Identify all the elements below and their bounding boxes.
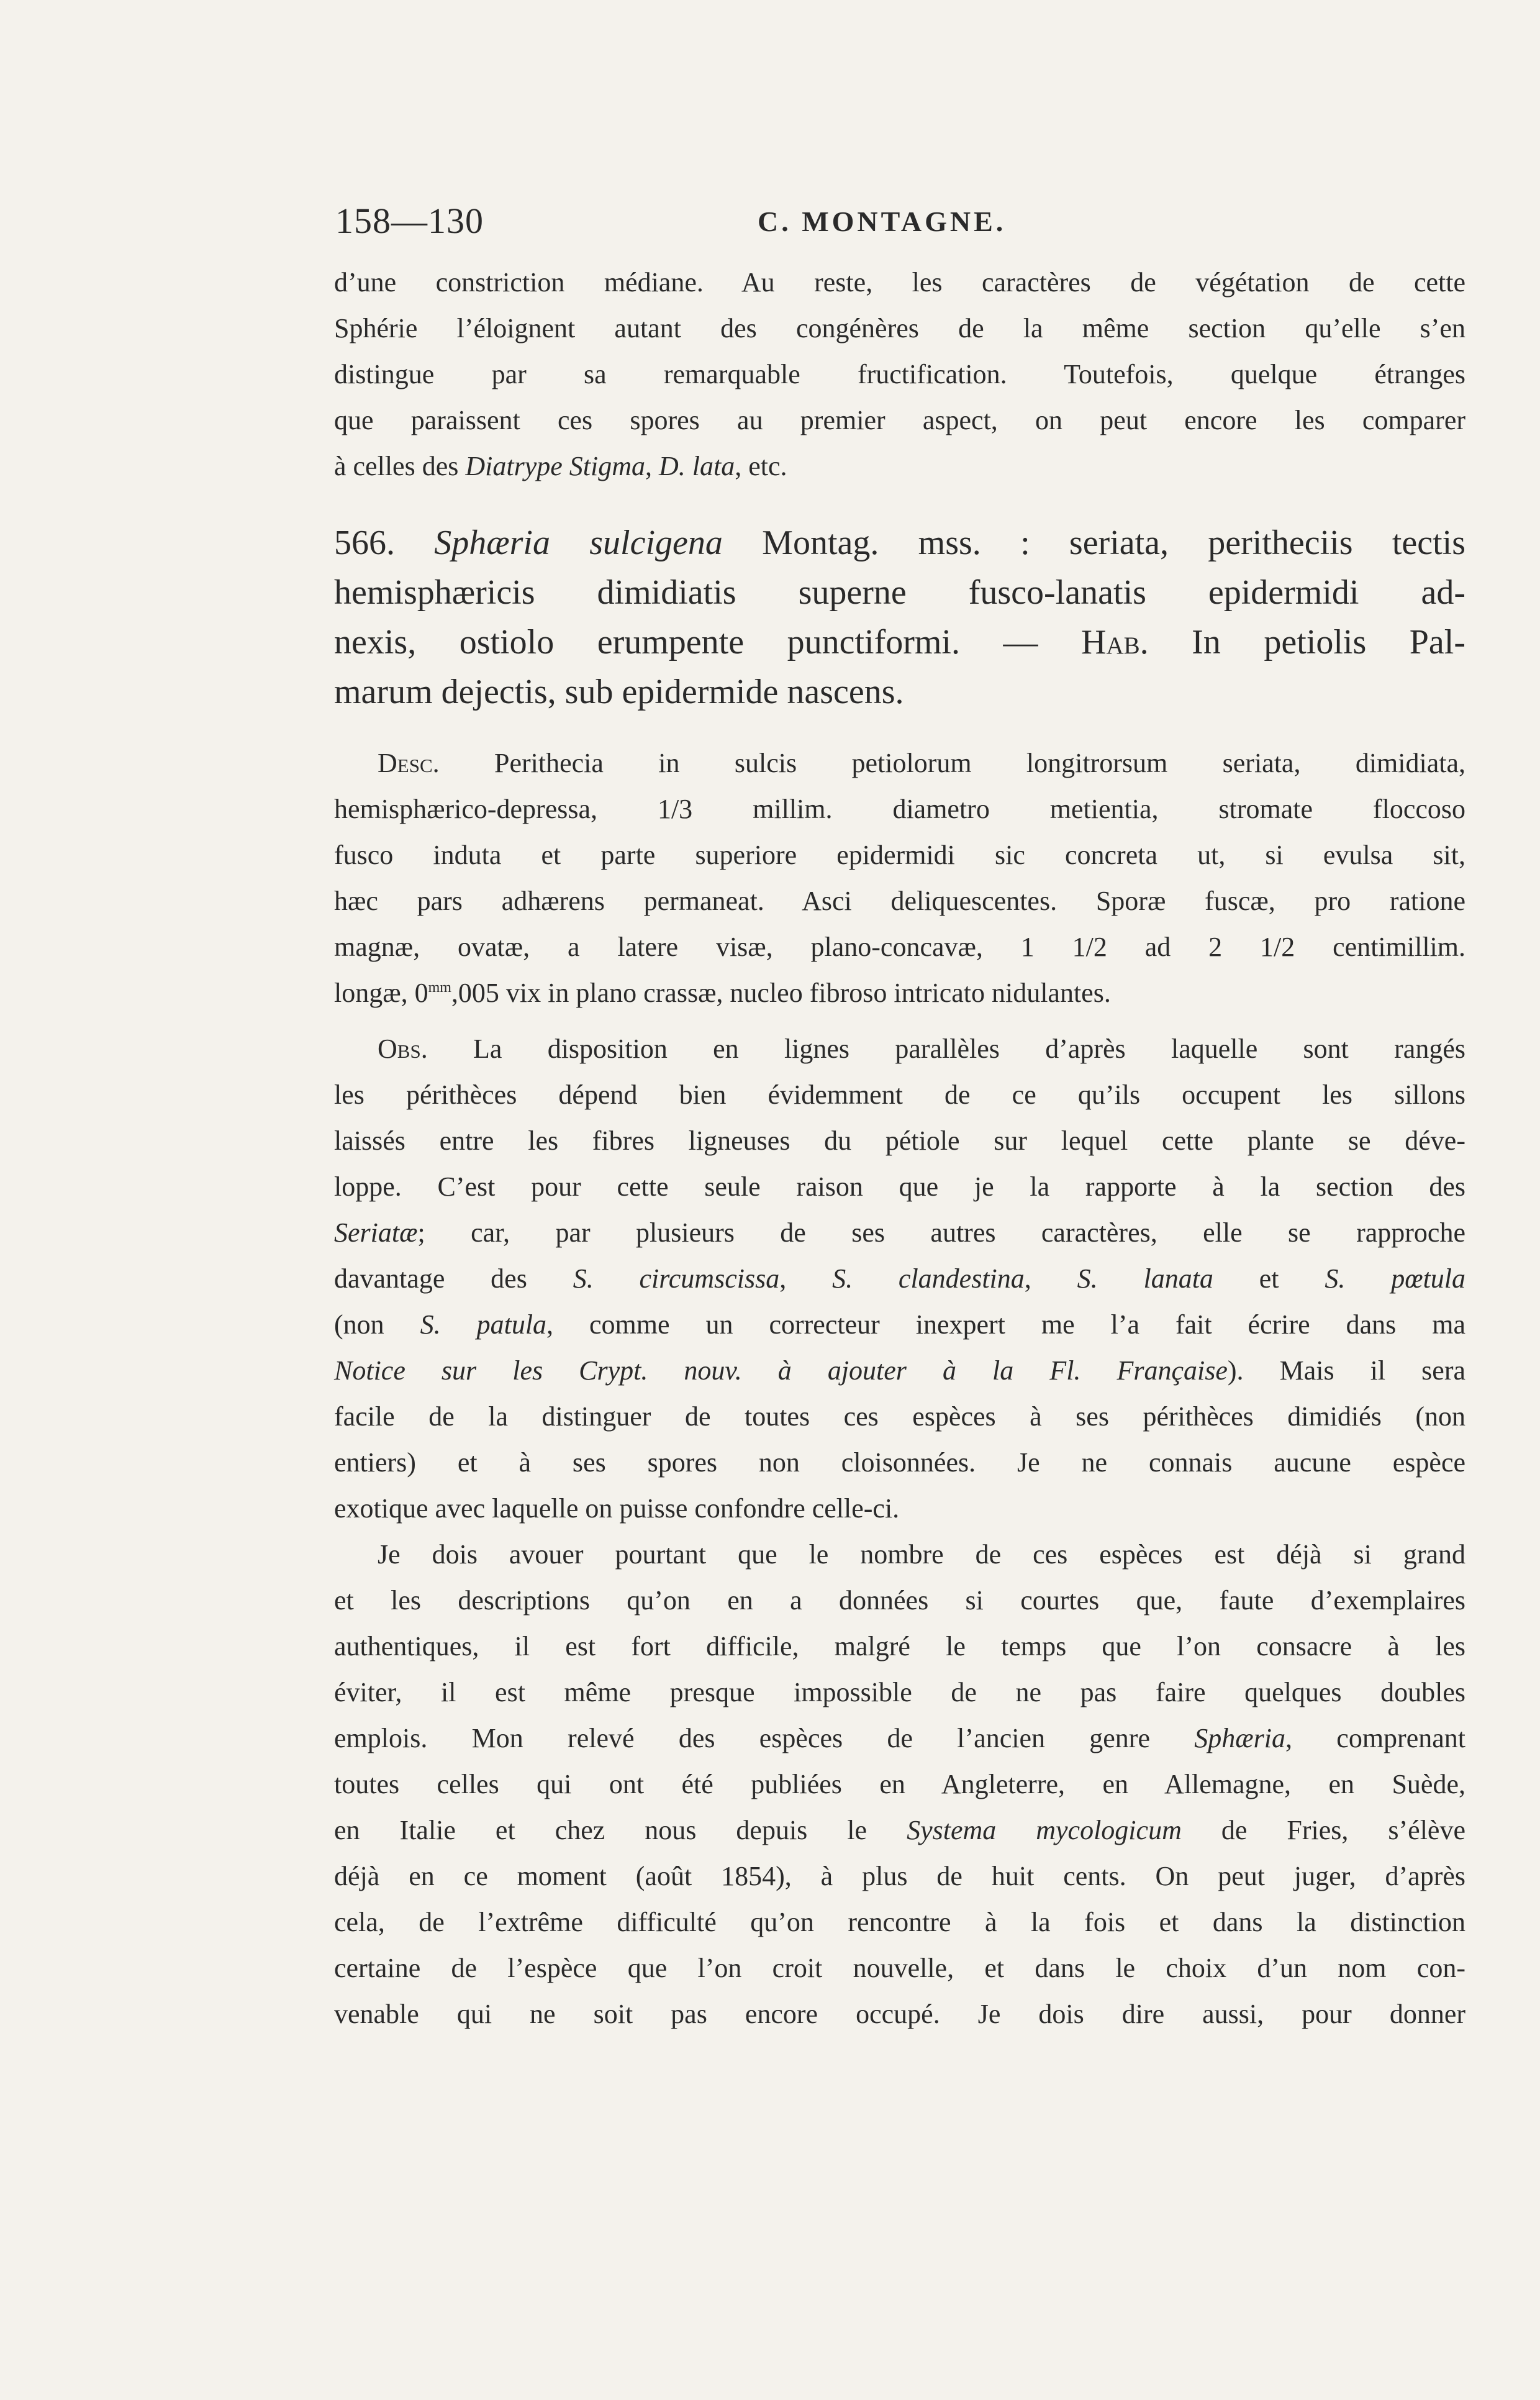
text-line: Desc. Perithecia in sulcis petiolorum longitrorsum seriata, dimidiata,: [378, 748, 1465, 778]
species-name: Sphæria sulcigena: [434, 524, 723, 562]
text-line: distingue par sa remarquable fructification. Toutefois, quelque étranges: [334, 359, 1465, 389]
text-line: davantage des S. circumscissa, S. clandestina, S. lanata et S. pœtula: [334, 1263, 1466, 1294]
entry-number: 566.: [334, 524, 435, 562]
running-head: C. MONTAGNE.: [758, 206, 1007, 237]
text-line: Sphérie l’éloignent autant des congénères de la même section qu’elle s’en: [334, 313, 1465, 343]
page-header: [335, 200, 1472, 250]
entry-line: marum dejectis, sub epidermide nascens.: [334, 673, 904, 711]
text-line: hemisphærico-depressa, 1/3 millim. diametro metientia, stromate floccoso: [334, 794, 1465, 824]
intro-paragraph: [334, 260, 1465, 489]
species-entry: [334, 518, 1465, 717]
text-line: Notice sur les Crypt. nouv. à ajouter à la Fl. Française). Mais il sera: [334, 1355, 1465, 1386]
text-line: à celles des Diatrype Stigma, D. lata, etc.: [334, 451, 787, 481]
text-line: certaine de l’espèce que l’on croit nouvelle, et dans le choix d’un nom con-: [334, 1953, 1465, 1983]
text-line: hæc pars adhærens permaneat. Asci deliquescentes. Sporæ fuscæ, pro ratione: [334, 886, 1465, 916]
text-line: fusco induta et parte superiore epidermidi sic concreta ut, si evulsa sit,: [334, 840, 1465, 870]
entry-line: 566. Sphæria sulcigena Montag. mss. : seriata, peritheciis tectis: [334, 524, 1465, 562]
text-line: laissés entre les fibres ligneuses du pétiole sur lequel cette plante se déve-: [334, 1125, 1465, 1156]
text-line: emplois. Mon relevé des espèces de l’ancien genre Sphæria, comprenant: [334, 1723, 1465, 1753]
text-line: authentiques, il est fort difficile, malgré le temps que l’on consacre à les: [334, 1631, 1465, 1661]
text-line: les périthèces dépend bien évidemment de ce qu’ils occupent les sillons: [334, 1080, 1465, 1110]
text-line: facile de la distinguer de toutes ces espèces à ses périthèces dimidiés (non: [334, 1401, 1465, 1432]
text-line: que paraissent ces spores au premier aspect, on peut encore les comparer: [334, 405, 1465, 435]
text-line: longæ, $0^{mm},005$ vix in plano crassæ, nucleo fibroso intricato nidulantes.: [334, 978, 1111, 1008]
text-line: venable qui ne soit pas encore occupé. Je dois dire aussi, pour donner: [334, 1999, 1465, 2029]
page-number: 158—130: [335, 201, 484, 241]
text-line: toutes celles qui ont été publiées en Angleterre, en Allemagne, en Suède,: [334, 1769, 1465, 1799]
entry-line: hemisphæricis dimidiatis superne fusco-lanatis epidermidi ad-: [334, 573, 1465, 612]
closing-paragraph: [334, 1532, 1465, 2037]
text-line: entiers) et à ses spores non cloisonnées. Je ne connais aucune espèce: [334, 1447, 1465, 1478]
text-line: et les descriptions qu’on en a données si courtes que, faute d’exemplaires: [334, 1585, 1465, 1616]
page-body: [334, 260, 1465, 2037]
text-line: d’une constriction médiane. Au reste, les caractères de végétation de cette: [334, 267, 1465, 298]
observation-paragraph: [334, 1026, 1465, 1532]
obs-label: Obs.: [378, 1034, 428, 1064]
text-line: déjà en ce moment (août 1854), à plus de huit cents. On peut juger, d’après: [334, 1861, 1465, 1891]
hab-label: Hab.: [1081, 623, 1149, 661]
text-line: exotique avec laquelle on puisse confondre celle-ci.: [334, 1493, 900, 1524]
text-line: éviter, il est même presque impossible de ne pas faire quelques doubles: [334, 1677, 1465, 1707]
text-line: Je dois avouer pourtant que le nombre de ces espèces est déjà si grand: [378, 1539, 1465, 1570]
description-paragraph: [334, 740, 1465, 1016]
text-line: Seriatæ; car, par plusieurs de ses autres caractères, elle se rapproche: [334, 1217, 1465, 1248]
text-line: Obs. La disposition en lignes parallèles d’après laquelle sont rangés: [378, 1034, 1465, 1064]
text-line: loppe. C’est pour cette seule raison que je la rapporte à la section des: [334, 1171, 1465, 1202]
text-line: cela, de l’extrême difficulté qu’on rencontre à la fois et dans la distinction: [334, 1907, 1465, 1937]
text-line: magnæ, ovatæ, a latere visæ, plano-concavæ, 1 1/2 ad 2 1/2 centimillim.: [334, 932, 1465, 962]
entry-line: nexis, ostiolo erumpente punctiformi. — Hab. In petiolis Pal-: [334, 623, 1465, 661]
text-line: en Italie et chez nous depuis le Systema mycologicum de Fries, s’élève: [334, 1815, 1465, 1845]
desc-label: Desc.: [378, 748, 440, 778]
text-line: (non S. patula, comme un correcteur inexpert me l’a fait écrire dans ma: [334, 1309, 1466, 1340]
